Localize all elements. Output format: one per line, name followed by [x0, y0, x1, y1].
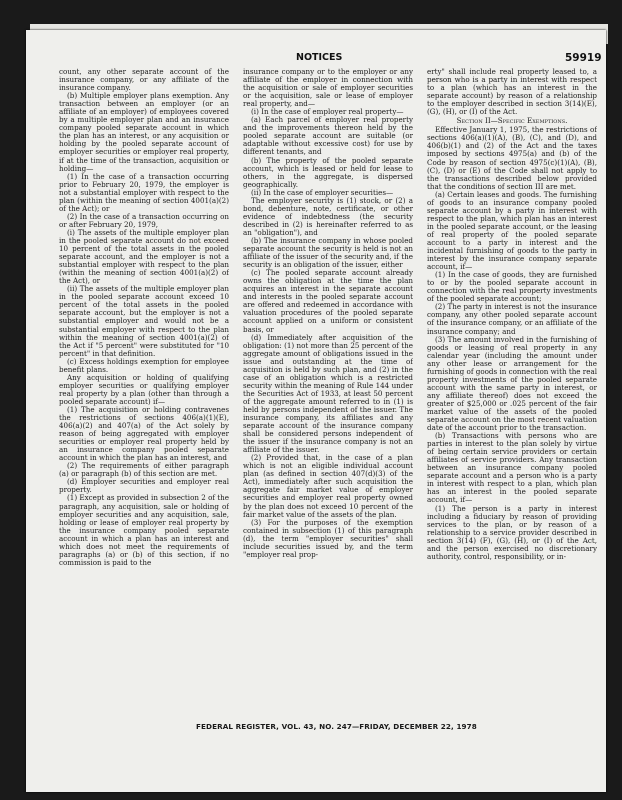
text-column-middle [243, 68, 413, 710]
paragraph: insurance company or to the employer or any affiliate of the employer in connection with the acquisition or sale of employer securities or the acquisition, sale or lease of employer real property, and— [243, 68, 413, 109]
paragraph: erty" shall include real property leased to, a person who is a party in interest with respect to a plan (which has an interest in the separate account) by reason of a relationship to the employer described in section 3(14)(E), (G), (H), or (I) of the Act. [427, 68, 597, 117]
paragraph: (2) Provided that, in the case of a plan which is not an eligible individual account plan (as defined in section 407(d)(3) of the Act), immediately after such acquisition the aggregate fair market value of employer securities and employer real property owned by the plan does not exceed 10 percent of the fair market value of the assets of the plan. [243, 453, 413, 519]
paragraph: (1) Except as provided in subsection 2 of the paragraph, any acquisition, sale or holding of employer securities and any acquisition, sale, holding or lease of employer real property by the insurance company pooled separate account in which a plan has an interest and which does not meet the requirements of paragraphs (a) or (b) of this section, if no commission is paid to the [59, 493, 229, 567]
paragraph: (d) Immediately after acquisition of the obligation: (1) not more than 25 percent of the aggregate amount of obligations issued in the issue and outstanding at the time of acquisition is held by such plan, and (2) in the case of an obligation which is a restricted security within the meaning of Rule 144 under the Securities Act of 1933, at least 50 percent of the aggregate amount referred to in (1) is held by persons independent of the issuer. The insurance company, its affiliates and any separate account of the insurance company shall be considered persons independent of the issuer if the insurance company is not an affiliate of the issuer. [243, 332, 413, 455]
paragraph: (d) Employer securities and employer real property. [59, 477, 229, 495]
paragraph: (i) In the case of employer real property— [251, 107, 404, 117]
paragraph: (1) In the case of a transaction occurring prior to February 20, 1979, the employer is not a substantial employer with respect to the plan (within the meaning of section 4001(a)(2) of the Act); or [59, 171, 229, 213]
paragraph: (2) The party in interest is not the insurance company, any other pooled separate account of the insurance company, or an affiliate of the insurance company; and [427, 302, 597, 336]
paragraph: (c) The pooled separate account already owns the obligation at the time the plan acquires an interest in the separate account and interests in the pooled separate account are offered and redeemed in accordance with valuation procedures of the pooled separate account applied on a uniform or consistent basis, or [243, 268, 413, 334]
paragraph: (ii) The assets of the multiple employer plan in the pooled separate account exceed 10 percent of the total assets in the pooled separate account, but the employer is not a substantial employer and would not be a substantial employer with respect to the plan within the meaning of section 4001(a)(2) of the Act if "5 percent" were substituted for "10 percent" in that definition. [59, 284, 229, 358]
paragraph: (3) The amount involved in the furnishing of goods or leasing of real property in any calendar year (including the amount under any other lease or arrangement for the furnishing of goods in connection with the real property investments of the pooled separate account with the same party in interest, or any affiliate thereof) does not exceed the greater of $25,000 or .025 percent of the fair market value of the assets of the pooled separate account on the most recent valuation date of the account prior to the transaction. [427, 334, 597, 433]
paragraph: count, any other separate account of the insurance company, or any affiliate of the insurance company. [59, 68, 229, 93]
paragraph: (c) Excess holdings exemption for employee benefit plans. [59, 356, 229, 374]
text-column-right [427, 68, 597, 710]
paragraph: (1) The person is a party in interest including a fiduciary by reason of providing services to the plan, or by reason of a relationship to a service provider described in section 3(14) (F), (G), (H), or (I) of the Act, and the person exercised no discretionary authority, control, responsibility, or in- [427, 503, 597, 561]
paragraph: (a) Each parcel of employer real property and the improvements thereon held by the pooled separate account are suitable (or adaptable without excessive cost) for use by different tenants, and [243, 115, 413, 157]
paragraph: (b) The insurance company in whose pooled separate account the security is held is not an affiliate of the issuer of the security and, if the security is an obligation of the issuer, either [243, 235, 413, 270]
page-header [0, 52, 622, 68]
text-column-left [59, 68, 229, 710]
paragraph: (2) In the case of a transaction occurring on or after February 20, 1979, [59, 211, 229, 229]
paragraph: (1) The acquisition or holding contravenes the restrictions of sections 406(a)(1)(E), 406(a)(2) and 407(a) of the Act solely by reason of being aggregated with employer securities or employer real property held by an insurance company pooled separate account in which the plan has an interest, and [59, 404, 229, 463]
paragraph: Any acquisition or holding of qualifying employer securities or qualifying employer real property by a plan (other than through a pooled separate account) if— [59, 372, 229, 406]
paragraph: (1) In the case of goods, they are furnished to or by the pooled separate account in connection with the real property investments of the pooled separate account; [427, 270, 597, 304]
paragraph: (ii) In the case of employer securities— [251, 187, 394, 197]
page-number: 59919 [565, 52, 602, 64]
section-heading: Section II—Specific Exemptions. [456, 116, 568, 126]
paragraph: (b) Transactions with persons who are parties in interest to the plan solely by virtue of being certain service providers or certain affiliates of service providers. Any transaction between an insurance company pooled separate account and a person who is a party in interest with respect to a plan, which plan has an interest in the pooled separate account, if— [427, 431, 597, 505]
paragraph: (i) The assets of the multiple employer plan in the pooled separate account do not exceed 10 percent of the total assets in the pooled separate account, and the employer is not a substantial employer with respect to the plan (within the meaning of section 4001(a)(2) of the Act), or [59, 227, 229, 286]
paragraph: The employer security is (1) stock, or (2) a bond, debenture, note, certificate, or other evidence of indebtedness (the security described in (2) is hereinafter referred to as an "obligation"), and [243, 195, 413, 237]
paragraph: Effective January 1, 1975, the restrictions of sections 406(a)(1)(A), (B), (C), and (D), and 406(b)(1) and (2) of the Act and the taxes imposed by sections 4975(a) and (b) of the Code by reason of section 4975(c)(1)(A), (B), (C), (D) or (E) of the Code shall not apply to the transactions described below provided that the conditions of section III are met. [427, 125, 597, 191]
paragraph: (2) The requirements of either paragraph (a) or paragraph (b) of this section are met. [59, 461, 229, 479]
page-footer: FEDERAL REGISTER, VOL. 43, NO. 247—FRIDAY, DECEMBER 22, 1978 [196, 722, 477, 731]
paragraph: (3) For the purposes of the exemption contained in subsection (1) of this paragraph (d), the term "employer securities" shall include securities issued by, and the term "employer real prop- [243, 517, 413, 559]
paragraph: (b) The property of the pooled separate account, which is leased or held for lease to others, in the aggregate, is dispersed geographically. [243, 155, 413, 189]
paragraph: (a) Certain leases and goods. The furnishing of goods to an insurance company pooled separate account by a party in interest with respect to the plan, which plan has an interest in the pooled separate account, or the leasing of real property of the pooled separate account to a party in interest and the incidental furnishing of goods to the party in interest by the insurance company separate account, if— [427, 189, 597, 272]
paragraph: (b) Multiple employer plans exemption. Any transaction between an employer (or an affiliate of an employer) of employees covered by a multiple employer plan and an insurance company pooled separate account in which the plan has an interest, or any acquisition or holding by the pooled separate account of employer securities or employer real property, if at the time of the transaction, acquisition or holding— [59, 91, 229, 173]
section-title: NOTICES [296, 52, 343, 63]
